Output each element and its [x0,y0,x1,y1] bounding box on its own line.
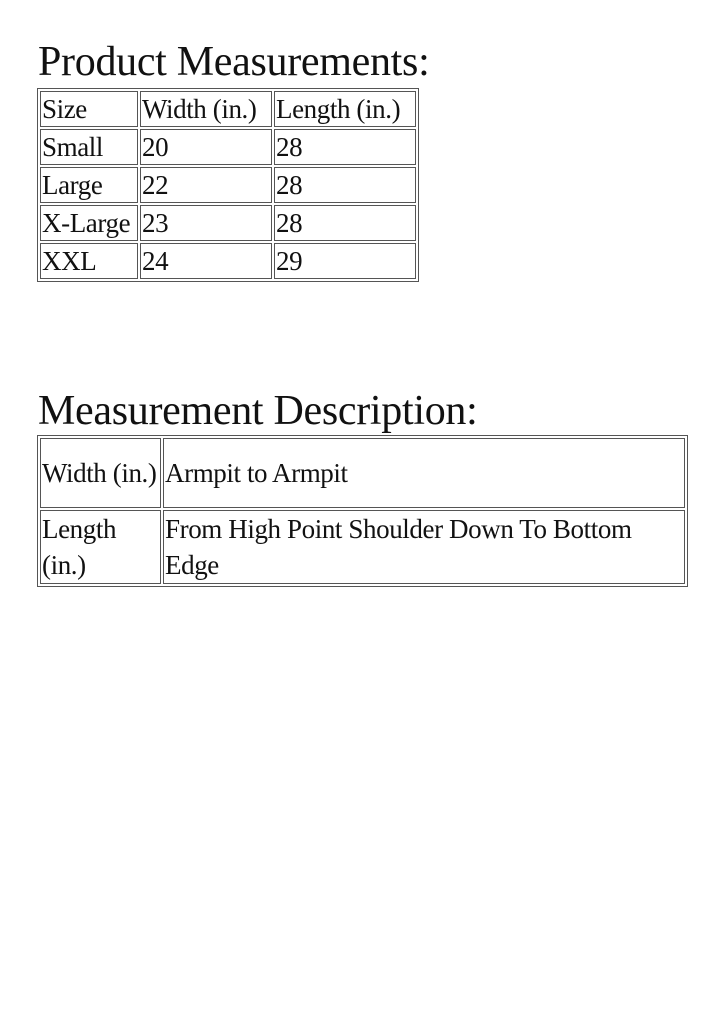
product-measurements-table [37,88,419,282]
width-cell: 22 [140,167,272,203]
header-cell-length: Length (in.) [274,91,416,127]
description-cell: Armpit to Armpit [163,438,685,508]
size-cell: Large [40,167,138,203]
table-row [40,510,685,584]
size-cell: XXL [40,243,138,279]
length-cell: 28 [274,205,416,241]
table-header-row [40,91,416,127]
table-row [40,243,416,279]
length-cell: 29 [274,243,416,279]
description-cell: From High Point Shoulder Down To Bottom Edge [163,510,685,584]
term-cell: Length (in.) [40,510,161,584]
product-measurements-title: Product Measurements: [38,39,430,85]
table-row [40,438,685,508]
measurement-description-title: Measurement Description: [38,388,478,434]
table-row [40,129,416,165]
measurement-description-table [37,435,688,587]
width-cell: 24 [140,243,272,279]
term-cell: Width (in.) [40,438,161,508]
header-cell-size: Size [40,91,138,127]
header-cell-width: Width (in.) [140,91,272,127]
length-cell: 28 [274,167,416,203]
width-cell: 20 [140,129,272,165]
size-cell: X-Large [40,205,138,241]
size-cell: Small [40,129,138,165]
width-cell: 23 [140,205,272,241]
length-cell: 28 [274,129,416,165]
table-row [40,205,416,241]
table-row [40,167,416,203]
